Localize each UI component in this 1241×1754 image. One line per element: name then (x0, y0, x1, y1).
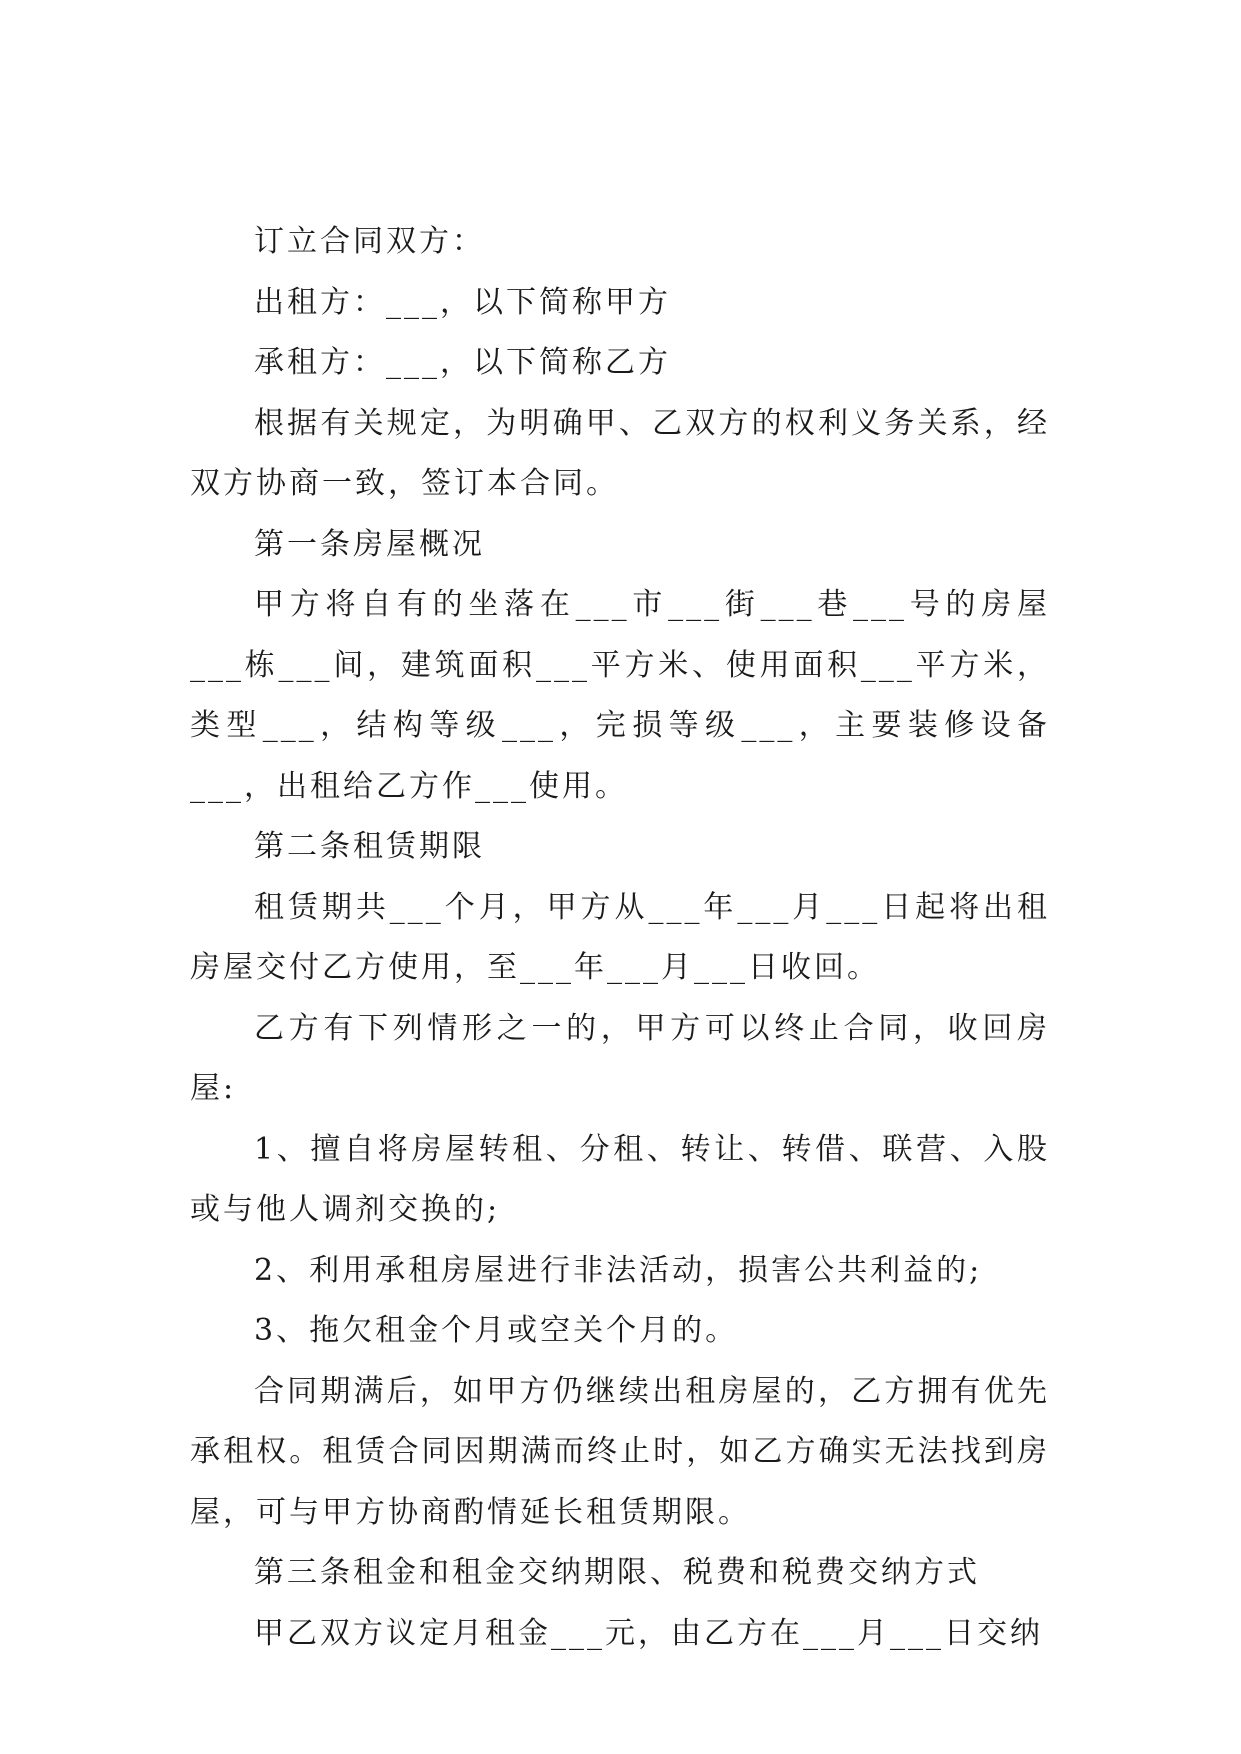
article-1-body: 甲方将自有的坐落在___市___街___巷___号的房屋___栋___间，建筑面积___平方米、使用面积___平方米，类型___，结构等级___，完损等级___，主要装修设备___，出租给乙方作___使用。 (190, 587, 1050, 804)
paragraph-lessee: 承租方：___，以下简称乙方 (254, 345, 671, 380)
termination-item-3: 3、拖欠租金个月或空关个月的。 (254, 1313, 739, 1348)
article-2-term: 租赁期共___个月，甲方从___年___月___日起将出租房屋交付乙方使用，至___年___月___日收回。 (190, 889, 1050, 985)
termination-item-2: 2、利用承租房屋进行非法活动，损害公共利益的; (254, 1252, 983, 1288)
article-2-renewal: 合同期满后，如甲方仍继续出租房屋的，乙方拥有优先承租权。租赁合同因期满而终止时，如乙方确实无法找到房屋，可与甲方协商酌情延长租赁期限。 (190, 1373, 1050, 1530)
article-3-rent: 甲乙双方议定月租金___元，由乙方在___月___日交纳 (254, 1615, 1043, 1651)
article-2-heading: 第二条租赁期限 (254, 829, 485, 864)
paragraph-lessor: 出租方：___，以下简称甲方 (254, 284, 671, 320)
article-3-heading: 第三条租金和租金交纳期限、税费和税费交纳方式 (254, 1555, 980, 1590)
paragraph-parties-heading: 订立合同双方： (254, 224, 485, 259)
article-1-heading: 第一条房屋概况 (254, 526, 485, 562)
article-2-termination-intro: 乙方有下列情形之一的，甲方可以终止合同，收回房屋: (190, 1010, 1050, 1106)
paragraph-preamble: 根据有关规定，为明确甲、乙双方的权利义务关系，经双方协商一致，签订本合同。 (190, 405, 1050, 501)
document-body (190, 212, 1050, 1664)
termination-item-1: 1、擅自将房屋转租、分租、转让、转借、联营、入股或与他人调剂交换的; (190, 1131, 1050, 1227)
